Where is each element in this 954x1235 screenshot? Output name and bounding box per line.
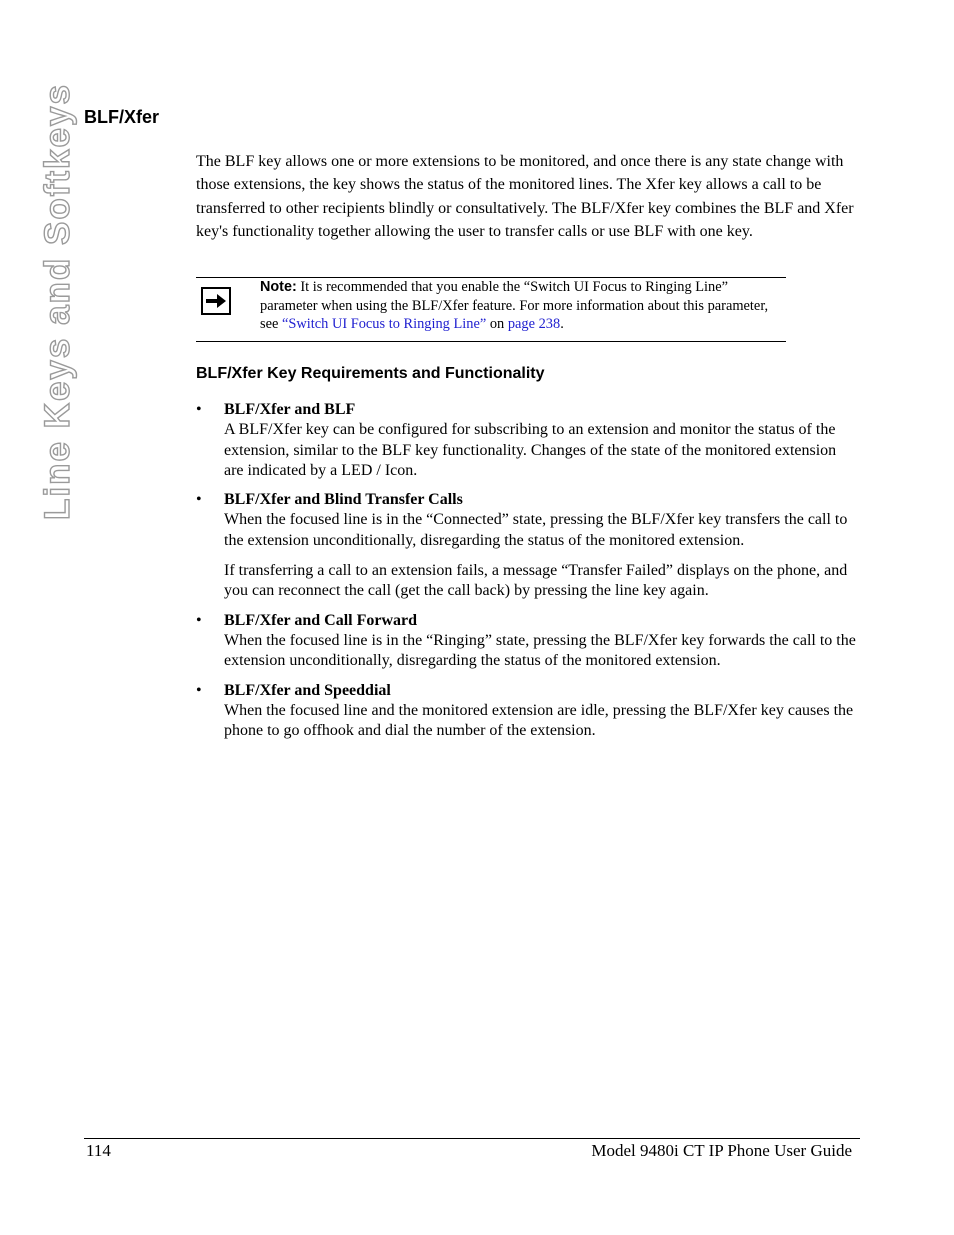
bullet-marker: • [196,681,202,699]
bullet-title: BLF/Xfer and Call Forward [224,611,418,629]
bullet-list [196,400,856,750]
note-text-before: It is recommended that you enable the “Switch UI Focus to Ringing Line” parameter when using the BLF/Xfer feature. For more information about this parameter, see [260,279,769,332]
section-title: BLF/Xfer [84,107,160,127]
bullet-marker: • [196,401,202,418]
note-label: Note: [260,279,297,295]
note-text-mid: on [486,316,508,332]
list-item [196,611,856,672]
note-bottom-rule [196,341,786,342]
switch-ui-focus-link[interactable]: “Switch UI Focus to Ringing Line” [281,316,487,332]
bullet-title: BLF/Xfer and Blind Transfer Calls [224,491,463,509]
footer-rule [84,1138,860,1139]
subheading: BLF/Xfer Key Requirements and Functionality [196,365,545,382]
side-tab-chapter-title: Line Keys and Softkeys [38,83,77,520]
bullet-body: When the focused line is in the “Ringing” state, pressing the BLF/Xfer key forwards the call to the extension unconditionally, disregarding the status of the monitored extension. [224,631,856,670]
bullet-body: When the focused line is in the “Connected” state, pressing the BLF/Xfer key transfers the call to the extension unconditionally, disregarding the status of the monitored extension. [224,511,848,549]
bullet-body: A BLF/Xfer key can be configured for subscribing to an extension and monitor the status of the extension, similar to the BLF key functionality. Changes of the state of the monitored extension are indicated by a LED / Icon. [224,421,837,479]
note-text-after: . [560,316,564,332]
intro-paragraph: The BLF key allows one or more extensions to be monitored, and once there is any state change with those extensions, the key shows the status of the monitored lines. The Xfer key allows a call to be transferred to other recipients blindly or consultatively. The BLF/Xfer key combines the BLF and Xfer key's functionality together allowing the user to transfer calls or use BLF with one key. [196,153,854,241]
page-number: 114 [86,1141,111,1160]
list-item [196,681,856,742]
bullet-title: BLF/Xfer and BLF [224,401,356,418]
bullet-body: If transferring a call to an extension fails, a message “Transfer Failed” displays on the phone, and you can reconnect the call (get the call back) by pressing the line key again. [224,562,848,600]
bullet-marker: • [196,611,202,629]
bullet-marker: • [196,491,202,509]
list-item [196,490,856,601]
note-text [260,278,785,334]
bullet-title: BLF/Xfer and Speeddial [224,681,391,699]
page-238-link[interactable]: page 238 [507,316,561,332]
right-arrow-icon [201,287,231,315]
list-item [196,400,856,481]
bullet-body: When the focused line and the monitored extension are idle, pressing the BLF/Xfer key causes the phone to go offhook and dial the number of the extension. [224,701,854,740]
guide-title: Model 9480i CT IP Phone User Guide [591,1141,852,1160]
